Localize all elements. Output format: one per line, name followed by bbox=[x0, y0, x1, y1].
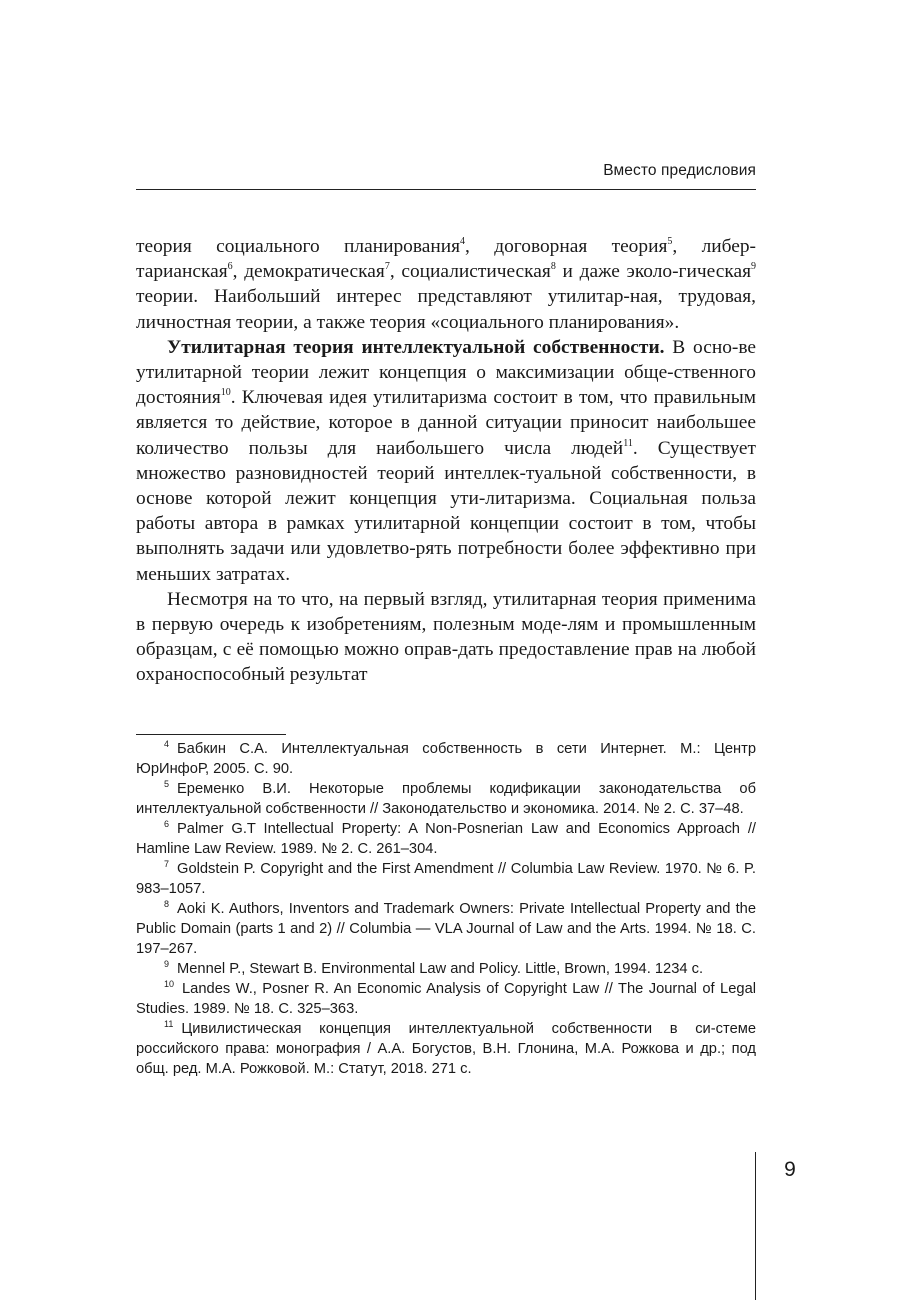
footnote-number: 10 bbox=[164, 979, 175, 989]
footnote-number: 9 bbox=[164, 959, 170, 969]
footnote-number: 5 bbox=[164, 779, 170, 789]
footnote-ref: 9 bbox=[751, 261, 756, 273]
footnote bbox=[136, 859, 756, 899]
text: . Ключевая идея утилитаризма состоит в том, что правильным является то действие, которое в данной ситуации приносит наибольшее количество пользы для наибольшего числа людей bbox=[136, 387, 756, 459]
footnote bbox=[136, 959, 756, 979]
footnote-text: Aoki K. Authors, Inventors and Trademark Owners: Private Intellectual Property and the Public Domain (parts 1 and 2) // Columbia — VLA Journal of Law and the Arts. 1994. № 18. С. 197–267. bbox=[136, 901, 756, 957]
footnote-number: 4 bbox=[164, 739, 170, 749]
paragraph-3: Несмотря на то что, на первый взгляд, утилитарная теория применима в первую очередь к изобретениям, полезным моде-лям и промышленным образцам, с её помощью можно оправ-дать предоставление прав на любой охраноспособный результат bbox=[136, 588, 756, 686]
page-number: 9 bbox=[784, 1158, 796, 1181]
footnotes bbox=[136, 739, 756, 1079]
footnote-number: 6 bbox=[164, 819, 170, 829]
footnote bbox=[136, 779, 756, 819]
body-text bbox=[136, 234, 756, 688]
footnote-text: Landes W., Posner R. An Economic Analysis of Copyright Law // The Journal of Legal Studies. 1989. № 18. С. 325–363. bbox=[136, 981, 756, 1017]
footnote bbox=[136, 739, 756, 779]
text: теория социального планирования bbox=[136, 236, 461, 257]
footnote-number: 7 bbox=[164, 859, 170, 869]
footnote-ref: 6 bbox=[227, 261, 233, 273]
footnote-number: 11 bbox=[164, 1019, 174, 1029]
footnote bbox=[136, 899, 756, 959]
running-head: Вместо предисловия bbox=[603, 162, 756, 179]
text: , демократическая bbox=[232, 261, 385, 283]
paragraph-2 bbox=[136, 335, 756, 587]
footnote-number: 8 bbox=[164, 899, 170, 909]
text: , социалистическая bbox=[389, 261, 551, 283]
footnote-ref: 7 bbox=[384, 261, 390, 273]
text: теории. Наибольший интерес представляют утилитар-ная, трудовая, личностная теории, а также теория «социального планирования». bbox=[136, 286, 756, 333]
footnote-text: Еременко В.И. Некоторые проблемы кодификации законодательства об интеллектуальной собственности // Законодательство и экономика. 2014. № 2. С. 37–48. bbox=[136, 781, 756, 817]
paragraph-1 bbox=[136, 234, 756, 335]
footnote-text: Цивилистическая концепция интеллектуальной собственности в си-стеме российского права: монография / А.А. Богустов, В.Н. Глонина, М.А. Рожкова и др.; под общ. ред. М.А. Рожковой. М.: Статут, 2018. 271 с. bbox=[136, 1021, 756, 1077]
text: и даже эколо-гическая bbox=[555, 261, 751, 283]
footnote-text: Бабкин С.А. Интеллектуальная собственность в сети Интернет. М.: Центр ЮрИнфоР, 2005. С. 90. bbox=[136, 741, 756, 777]
page-number-rule bbox=[755, 1152, 756, 1300]
footnote-ref: 5 bbox=[667, 236, 673, 247]
footnote bbox=[136, 979, 756, 1019]
text: , договорная теория bbox=[465, 236, 668, 257]
footnote-text: Palmer G.T Intellectual Property: A Non-Posnerian Law and Economics Approach // Hamline Law Review. 1989. № 2. С. 261–304. bbox=[136, 821, 756, 857]
text: , либер-тарианская bbox=[136, 236, 756, 283]
footnote-ref: 11 bbox=[623, 437, 633, 449]
footnote bbox=[136, 819, 756, 859]
section-heading: Утилитарная теория интеллектуальной собственности. bbox=[167, 336, 665, 358]
text: В осно-ве утилитарной теории лежит концепция о максимизации обще-ственного достояния bbox=[136, 336, 756, 409]
footnote-text: Mennel P., Stewart B. Environmental Law and Policy. Little, Brown, 1994. 1234 с. bbox=[177, 961, 704, 977]
header-rule bbox=[136, 189, 756, 190]
footnote-text: Goldstein P. Copyright and the First Amendment // Columbia Law Review. 1970. № 6. P. 983–1057. bbox=[136, 861, 756, 897]
footnote-ref: 4 bbox=[460, 236, 466, 247]
footnote-separator bbox=[136, 734, 286, 735]
footnote bbox=[136, 1019, 756, 1079]
footnote-ref: 10 bbox=[220, 387, 231, 399]
footnote-ref: 8 bbox=[550, 261, 556, 273]
text: . Существует множество разновидностей теорий интеллек-туальной собственности, в основе которой лежит концепция ути-литаризма. Социальная польза работы автора в рамках утилитарной концепции состоит в том, чтобы выполнять задачи или удовлетво-рять потребности более эффективно при меньших затратах. bbox=[136, 437, 756, 585]
